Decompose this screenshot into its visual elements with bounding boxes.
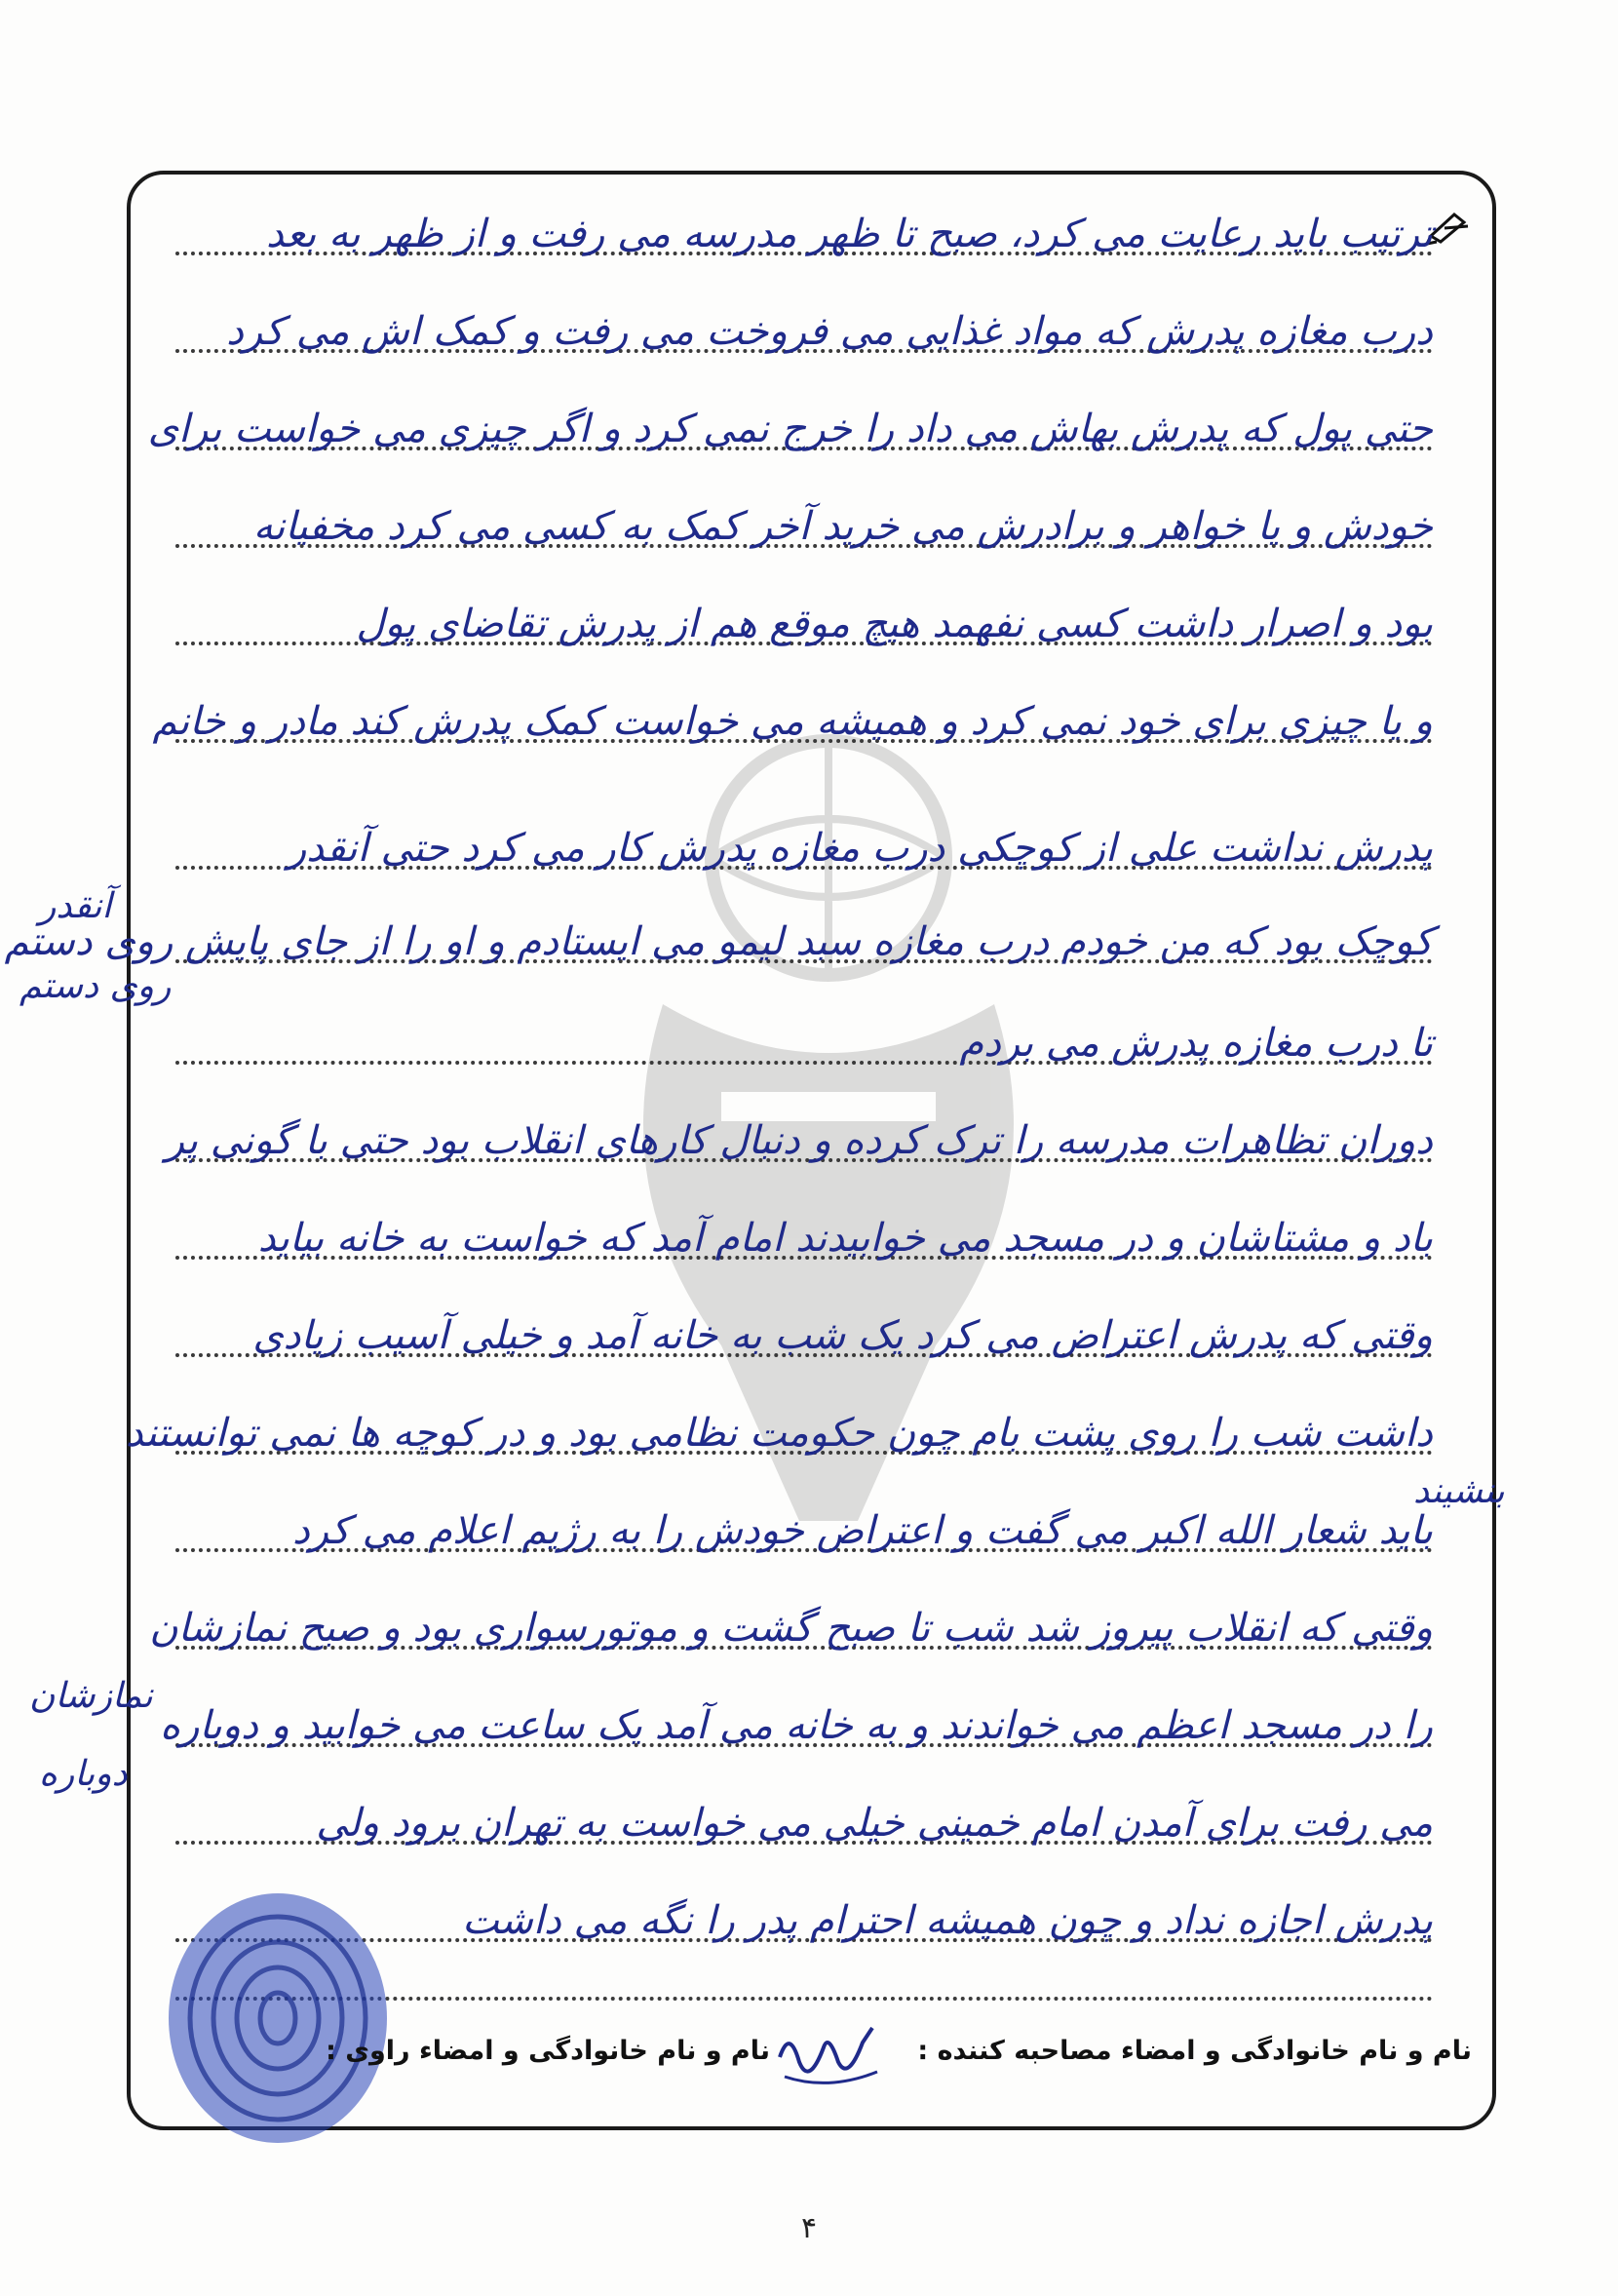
narrator-signature-label: نام و نام خانوادگی و امضاء راوی : bbox=[326, 2036, 770, 2066]
handwritten-line: تا درب مغازه پدرش می بردم bbox=[959, 1021, 1433, 1066]
interviewer-signature-label: نام و نام خانوادگی و امضاء مصاحبه کننده : bbox=[917, 2036, 1472, 2066]
margin-note: آنقدر bbox=[39, 886, 112, 926]
handwritten-line: وقتی که انقلاب پیروز شد شب تا صبح گشت و موتورسواری بود و صبح نمازشان bbox=[149, 1606, 1433, 1651]
margin-note: روی دستم bbox=[19, 966, 172, 1006]
handwritten-line: و یا چیزی برای خود نمی کرد و همیشه می خواست کمک پدرش کند مادر و خانم bbox=[152, 699, 1433, 744]
fingerprint-mark bbox=[161, 1887, 395, 2150]
handwritten-line: کوچک بود که من خودم درب مغازه سبد لیمو می ایستادم و او را از جای پایش روی دستم bbox=[4, 919, 1433, 964]
handwritten-line: حتی پول که پدرش بهاش می داد را خرج نمی کرد و اگر چیزی می خواست برای bbox=[147, 407, 1433, 451]
margin-note: بنشیند bbox=[1413, 1471, 1505, 1511]
handwritten-line: باید شعار الله اکبر می گفت و اعتراض خودش را به رژیم اعلام می کرد bbox=[291, 1508, 1433, 1553]
handwritten-line: پدرش نداشت علی از کوچکی درب مغازه پدرش کار می کرد حتی آنقدر bbox=[287, 826, 1433, 871]
handwritten-line: بود و اصرار داشت کسی نفهمد هیچ موقع هم از پدرش تقاضای پول bbox=[356, 602, 1433, 646]
handwritten-line: خودش و یا خواهر و برادرش می خرید آخر کمک به کسی می کرد مخفیانه bbox=[252, 504, 1433, 549]
handwritten-line: پدرش اجازه نداد و چون همیشه احترام پدر را نگه می داشت bbox=[462, 1898, 1433, 1943]
page-number: ۴ bbox=[800, 2211, 818, 2245]
handwritten-line: دوران تظاهرات مدرسه را ترک کرده و دنبال کارهای انقلاب بود حتی با گونی پر bbox=[165, 1118, 1433, 1163]
signature-mark bbox=[770, 2008, 887, 2096]
handwritten-line: باد و مشتاشان و در مسجد می خوابیدند امام آمد که خواست به خانه بیاید bbox=[257, 1216, 1433, 1261]
margin-note: نمازشان bbox=[29, 1676, 153, 1716]
handwritten-line: را در مسجد اعظم می خواندند و به خانه می آمد یک ساعت می خوابید و دوباره bbox=[160, 1703, 1433, 1748]
handwritten-line: داشت شب را روی پشت بام چون حکومت نظامی بود و در کوچه ها نمی توانستند bbox=[125, 1411, 1433, 1456]
margin-note: دوباره bbox=[39, 1754, 128, 1794]
handwritten-line: ترتیب باید رعایت می کرد، صبح تا ظهر مدرسه می رفت و از ظهر به بعد bbox=[265, 212, 1433, 256]
handwritten-line: می رفت برای آمدن امام خمینی خیلی می خواست به تهران برود ولی bbox=[316, 1801, 1433, 1846]
handwritten-line: وقتی که پدرش اعتراض می کرد یک شب به خانه آمد و خیلی آسیب زیادی bbox=[252, 1313, 1433, 1358]
handwritten-line: درب مغازه پدرش که مواد غذایی می فروخت می رفت و کمک اش می کرد bbox=[226, 309, 1433, 354]
